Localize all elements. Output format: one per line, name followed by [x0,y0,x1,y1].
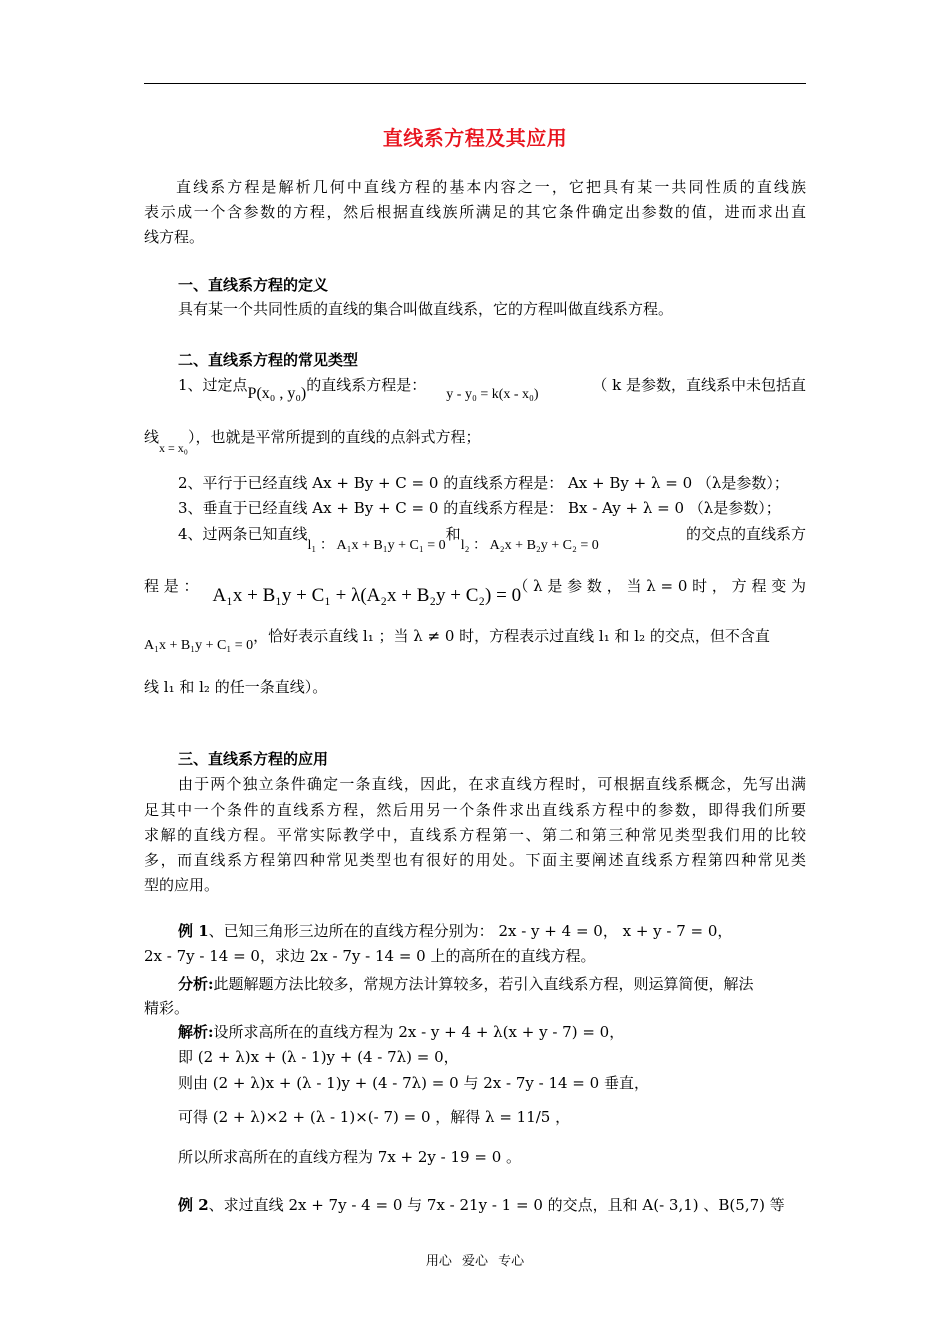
type-4-suffix: 的交点的直线系方 [685,525,806,543]
example-2-text: 、求过直线 2x + 7y - 4 = 0 与 7x - 21y - 1 = 0 的交点，且和 A(- 3,1) 、B(5,7) 等 [208,1196,785,1214]
type-1-mid: 的直线系方程是： [306,376,427,394]
solution-step-2: 即 (2 + λ)x + (λ - 1)y + (4 - 7λ) = 0， [178,1048,459,1066]
analysis-text: 此题解题方法比较多，常规方法计算较多，若引入直线系方程，则运算简便，解法 [213,975,754,993]
section-1-heading: 一、直线系方程的定义 [178,276,329,294]
type-1-continued-end: ），也就是平常所提到的直线的点斜式方程； [187,428,481,446]
intro-line-3: 线方程。 [144,228,205,246]
type-4-equation-line [144,576,806,606]
type-4-prefix: 4、过两条已知直线 [178,525,308,543]
intro-line-2: 表示成一个含参数的方程，然后根据直线族所满足的其它条件确定出参数的值，进而求出直 [144,203,806,221]
type-1-continued [144,427,806,455]
type-4-explain-line [144,626,806,653]
line-system-equation: A₁x + B₁y + C₁ + λ(A₂x + B₂y + C₂) = 0 [212,585,522,606]
type-2-line: 2、平行于已经直线 Ax + By + C = 0 的直线系方程是： Ax + By + λ = 0 （λ是参数）； [178,474,789,492]
type-1-prefix: 1、过定点 [178,376,248,394]
example-2-label: 例 2 [178,1196,209,1214]
solution-step-3: 则由 (2 + λ)x + (λ - 1)y + (4 - 7λ) = 0 与 2x - 7y - 14 = 0 垂直， [178,1074,649,1092]
type-4-line [144,524,806,553]
type-4-parameter-note: （ λ 是 参 数 ， 当 λ = 0 时 ， 方 程 变 为 [513,577,806,595]
solution-label: 解析: [178,1023,214,1041]
section-1-text: 具有某一个共同性质的直线的集合叫做直线系，它的方程叫做直线系方程。 [178,300,674,318]
page-title: 直线系方程及其应用 [382,126,568,150]
page-footer: 用心 爱心 专心 [425,1254,525,1269]
solution-step-4: 可得 (2 + λ)×2 + (λ - 1)×(- 7) = 0 ，解得 λ = 11/5 ， [178,1108,571,1126]
section-3-heading: 三、直线系方程的应用 [178,750,329,768]
line-l1-equation: l₁ ： A₁x + B₁y + C₁ = 0 [307,538,446,553]
analysis-line-1 [144,974,840,994]
type-4-explain-text: ，恰好表示直线 l₁ ；当 λ ≠ 0 时，方程表示过直线 l₁ 和 l₂ 的交点，但不含直 [253,627,770,645]
solution-step-1: 设所求高所在的直线方程为 2x - y + 4 + λ(x + y - 7) = 0， [213,1023,625,1041]
solution-line-1 [144,1022,840,1042]
section-3-text-5: 型的应用。 [144,876,220,894]
analysis-label: 分析: [178,975,214,993]
type-4-label: 程 是 ： [144,577,199,595]
analysis-line-2: 精彩。 [144,999,190,1017]
reduced-equation: A₁x + B₁y + C₁ = 0 [144,638,254,653]
section-2-heading: 二、直线系方程的常见类型 [178,351,359,369]
type-1-continued-start: 线 [144,428,160,446]
excluded-line: x = x₀ [159,441,188,455]
point-slope-equation: y - y₀ = k(x - x₀) [446,387,539,402]
example-1-line-2: 2x - 7y - 14 = 0，求边 2x - 7y - 14 = 0 上的高所在的直线方程。 [144,947,596,965]
example-1-label: 例 1 [178,922,209,940]
solution-step-5: 所以所求高所在的直线方程为 7x + 2y - 19 = 0 。 [178,1148,522,1166]
example-1-text: 、已知三角形三边所在的直线方程分别为： 2x - y + 4 = 0， x + y - 7 = 0， [208,922,733,940]
type-1-line [144,375,806,402]
type-4-end-line: 线 l₁ 和 l₂ 的任一条直线）。 [144,678,328,696]
example-1-line-1 [144,921,840,941]
section-3-text-3: 求解的直线方程。平常实际教学中，直线系方程第一、第二和第三种常见类型我们用的比较 [144,826,806,844]
type-4-and: 和 [445,525,461,543]
type-3-line: 3、垂直于已经直线 Ax + By + C = 0 的直线系方程是： Bx - Ay + λ = 0 （λ是参数）； [178,499,781,517]
example-2-line [144,1195,840,1215]
type-1-suffix: （ k 是参数，直线系中未包括直 [592,376,806,394]
intro-line-1: 直线系方程是解析几何中直线方程的基本内容之一，它把具有某一共同性质的直线族 [176,178,806,196]
section-3-text-4: 多，而直线系方程第四种常见类型也有很好的用处。下面主要阐述直线系方程第四种常见类 [144,851,806,869]
fixed-point: P(x₀ , y₀) [247,385,307,402]
section-3-text-2: 足其中一个条件的直线系方程，然后用另一个条件求出直线系方程中的参数，即得我们所要 [144,801,806,819]
section-3-text-1: 由于两个独立条件确定一条直线，因此，在求直线方程时，可根据直线系概念，先写出满 [178,775,806,793]
line-l2-equation: l₂ ： A₂x + B₂y + C₂ = 0 [460,538,599,553]
header-rule [144,83,806,84]
